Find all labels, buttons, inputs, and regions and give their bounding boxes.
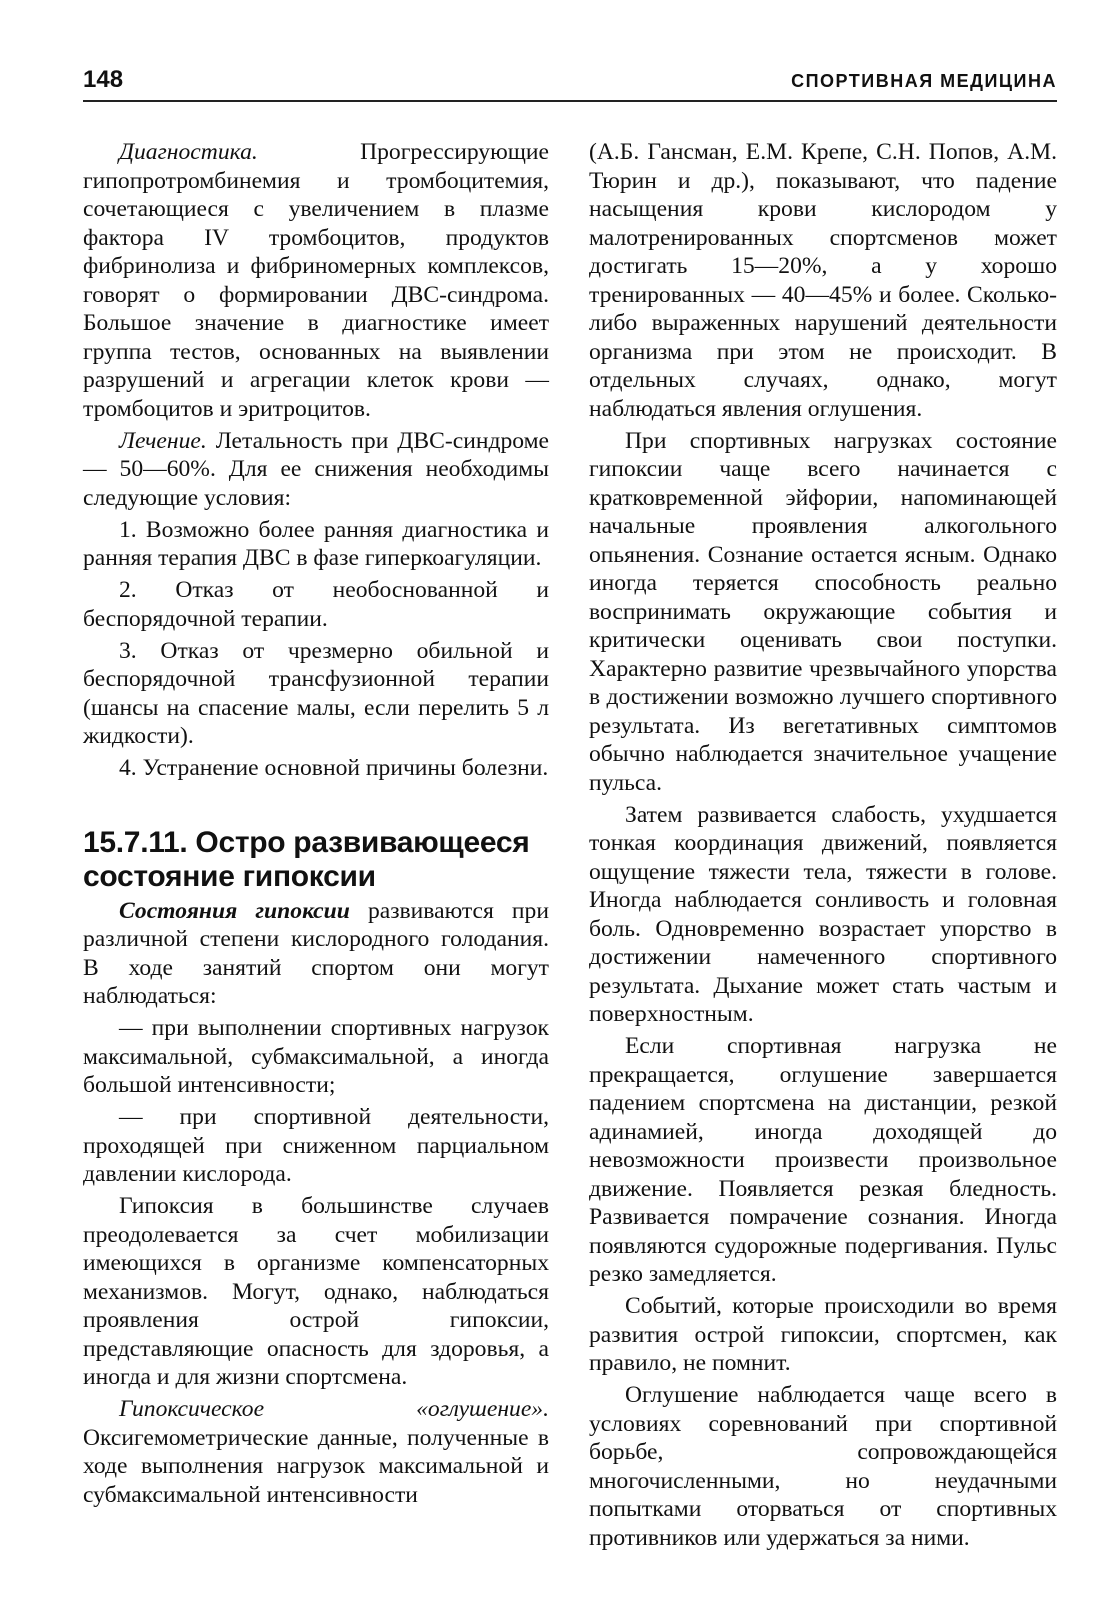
right-column — [589, 138, 1057, 1552]
paragraph-treatment — [83, 427, 549, 513]
runin-heading: Состояния гипоксии — [119, 897, 350, 924]
paragraph-text: Гипоксия в большинстве случаев преодолевается за счет мобилизации имеющихся в организме компенсаторных механизмов. Могут, однако, наблюдаться проявления острой гипоксии, представляющие опасность для здоровья, а иногда и для жизни спортсмена. — [83, 1193, 549, 1390]
dash-list-item: — при выполнении спортивных нагрузок максимальной, субмаксимальной, а иногда большой интенсивности; — [83, 1015, 549, 1098]
page-header — [83, 60, 1057, 102]
list-item: 4. Устранение основной причины болезни. — [119, 755, 549, 781]
paragraph-text: Событий, которые происходили во время развития острой гипоксии, спортсмен, как правило, не помнит. — [589, 1293, 1057, 1376]
running-title: СПОРТИВНАЯ МЕДИЦИНА — [791, 71, 1057, 91]
runin-heading: Диагностика. — [119, 139, 258, 165]
paragraph-text: Прогрессирующие гипопротромбинемия и тромбоцитемия, сочетающиеся с увеличением в плазме фактора IV тромбоцитов, продуктов фибринолиза и фибриномерных комплексов, говорят о формировании ДВС-синдрома. Большое значение в диагностике имеет группа тестов, основанных на выявлении разрушений и агрегации клеток крови — тромбоцитов и эритроцитов. — [83, 139, 549, 422]
page-number: 148 — [83, 66, 124, 93]
paragraph-text: Затем развивается слабость, ухудшается тонкая координация движений, появляется ощущение тяжести тела, тяжести в голове. Иногда наблюдается сонливость и головная боль. Одновременно возрастает упорство в достижении намеченного спортивного результата. Дыхание может стать частым и поверхностным. — [589, 801, 1057, 1027]
paragraph-stunning — [83, 1395, 549, 1509]
runin-heading: Гипоксическое «оглушение». — [119, 1396, 549, 1422]
paragraph-diagnostics — [83, 138, 549, 423]
paragraph-text: Летальность при ДВС-синдроме — 50—60%. Для ее снижения необходимы следующие условия: — [83, 427, 549, 511]
paragraph-text: При спортивных нагрузках состояние гипоксии чаще всего начинается с кратковременной эйфории, напоминающей начальные проявления алкогольного опьянения. Сознание остается ясным. Однако иногда теряется способность реально воспринимать окружающие события и критически оценивать свои поступки. Характерно развитие чрезвычайного упорства в достижении возможно лучшего спортивного результата. Из вегетативных симптомов обычно наблюдается значительное учащение пульса. — [589, 427, 1057, 796]
paragraph-text: Если спортивная нагрузка не прекращается, оглушение завершается падением спортсмена на дистанции, резкой адинамией, иногда доходящей до невозможности произвести произвольное движение. Появляется резкая бледность. Развивается помрачение сознания. Иногда появляются судорожные подергивания. Пульс резко замедляется. — [589, 1033, 1057, 1287]
list-item: 1. Возможно более ранняя диагностика и ранняя терапия ДВС в фазе гиперкоагуляции. — [83, 516, 549, 571]
paragraph-text: развиваются при различной степени кислородного голодания. В ходе занятий спортом они могут наблюдаться: — [83, 897, 549, 1009]
dash-list-item: — при спортивной деятельности, проходящей при сниженном парциальном давлении кислорода. — [83, 1104, 549, 1187]
list-item: 3. Отказ от чрезмерно обильной и беспорядочной трансфузионной терапии (шансы на спасение малы, если перелить 5 л жидкости). — [83, 637, 549, 749]
runin-heading: Лечение. — [119, 427, 207, 454]
left-column — [83, 138, 549, 1509]
paragraph-text: Оксигемометрические данные, полученные в ходе выполнения нагрузок максимальной и субмаксимальной интенсивности — [83, 1424, 549, 1508]
list-item: 2. Отказ от необоснованной и беспорядочной терапии. — [83, 577, 549, 632]
section-heading: 15.7.11. Остро развивающееся состояние гипоксии — [83, 825, 530, 893]
paragraph-text: Оглушение наблюдается чаще всего в условиях соревнований при спортивной борьбе, сопровождающейся многочисленными, но неудачными попытками оторваться от спортивных противников или удержаться за ними. — [589, 1382, 1057, 1551]
paragraph-hypoxia-states — [83, 897, 549, 1011]
paragraph-continued: (А.Б. Гансман, Е.М. Крепе, С.Н. Попов, А.М. Тюрин и др.), показывают, что падение насыщения крови кислородом у малотренированных спортсменов может достигать 15—20%, а у хорошо тренированных — 40—45% и более. Сколько-либо выраженных нарушений деятельности организма при этом не происходит. В отдельных случаях, однако, могут наблюдаться явления оглушения. — [589, 139, 1057, 422]
